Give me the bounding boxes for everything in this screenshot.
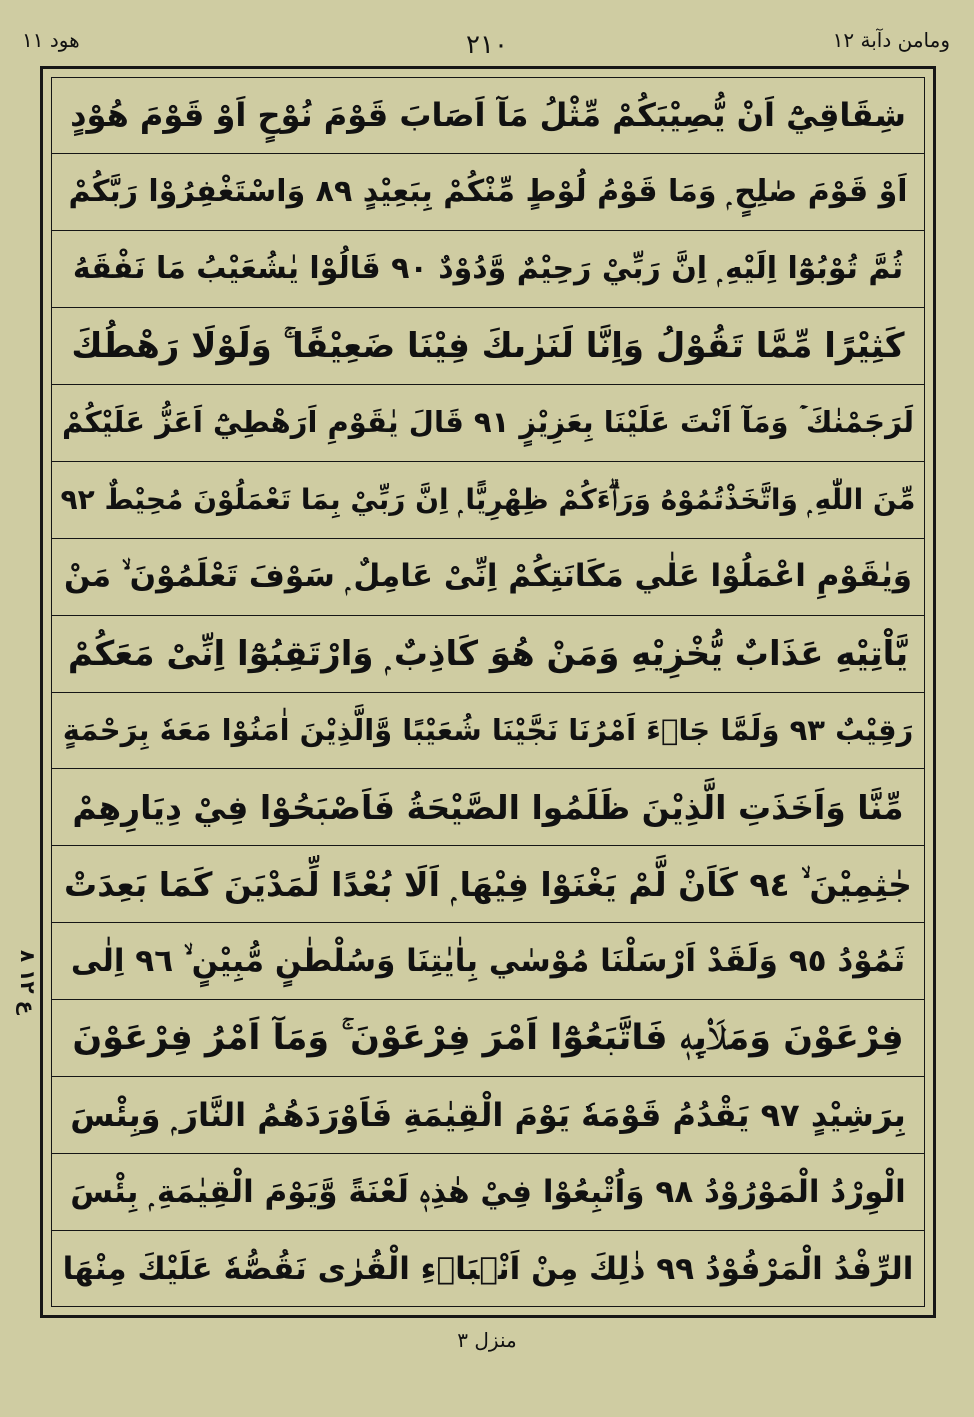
text-line-12: ثَمُوْدُ ٩٥ وَلَقَدْ اَرْسَلْنَا مُوْسٰي بِاٰيٰتِنَا وَسُلْطٰنٍ مُّبِيْنٍ ۙ ٩٦ اِلٰى: [51, 923, 925, 1000]
text-line-3: ثُمَّ تُوْبُوْٓا اِلَيْهِ ۭ اِنَّ رَبِّيْ رَحِيْمٌ وَّدُوْدٌ ٩٠ قَالُوْا يٰشُعَيْبُ مَا نَفْقَهُ: [51, 231, 925, 308]
manzil-footer: منزل ٣: [457, 1328, 517, 1352]
text-line-4: كَثِيْرًا مِّمَّا تَقُوْلُ وَاِنَّا لَنَرٰىكَ فِيْنَا ضَعِيْفًا ۚ وَلَوْلَا رَهْطُكَ: [51, 308, 925, 385]
text-line-16: الرِّفْدُ الْمَرْفُوْدُ ٩٩ ذٰلِكَ مِنْ اَنْۢبَاۗءِ الْقُرٰى نَقُصُّهٗ عَلَيْكَ مِنْهَا: [62, 1250, 914, 1287]
text-line-13: فِرْعَوْنَ وَمَلَا۟ىِٕهٖ فَاتَّبَعُوْٓا اَمْرَ فِرْعَوْنَ ۚ وَمَآ اَمْرُ فِرْعَوْنَ: [51, 1000, 925, 1077]
text-line-14: بِرَشِيْدٍ ٩٧ يَقْدُمُ قَوْمَهٗ يَوْمَ الْقِيٰمَةِ فَاَوْرَدَهُمُ النَّارَ ۭ وَبِئْسَ: [51, 1077, 925, 1154]
text-line-8: يَّاْتِيْهِ عَذَابٌ يُّخْزِيْهِ وَمَنْ هُوَ كَاذِبٌ ۭ وَارْتَقِبُوْٓا اِنِّىْ مَعَكُمْ: [51, 616, 925, 693]
text-line-1: شِقَاقِيْٓ اَنْ يُّصِيْبَكُمْ مِّثْلُ مَآ اَصَابَ قَوْمَ نُوْحٍ اَوْ قَوْمَ هُوْدٍ: [51, 77, 925, 154]
page-number: ٢١٠: [466, 30, 508, 60]
text-line-5: لَرَجَمْنٰكَ ۡ وَمَآ اَنْتَ عَلَيْنَا بِعَزِيْزٍ ٩١ قَالَ يٰقَوْمِ اَرَهْطِيْٓ اَعَزُّ عَلَيْكُمْ: [51, 385, 925, 462]
text-line-2: اَوْ قَوْمَ صٰلِحٍ ۭ وَمَا قَوْمُ لُوْطٍ مِّنْكُمْ بِبَعِيْدٍ ٨٩ وَاسْتَغْفِرُوْا رَبَّكُمْ: [51, 154, 925, 231]
header-juz-name: ومامن دآبة ١٢: [832, 28, 950, 52]
text-line-10: مِّنَّا وَاَخَذَتِ الَّذِيْنَ ظَلَمُوا الصَّيْحَةُ فَاَصْبَحُوْا فِيْ دِيَارِهِمْ: [51, 769, 925, 846]
text-line-6: مِّنَ اللّٰهِ ۭ وَاتَّخَذْتُمُوْهُ وَرَاۗءَكُمْ ظِهْرِيًّا ۭ اِنَّ رَبِّيْ بِمَا تَعْمَلُوْنَ مُحِيْطٌ ٩٢: [51, 462, 925, 539]
ruku-margin-marker: ع ١٢ ٨: [16, 950, 40, 1015]
text-line-11: جٰثِمِيْنَ ۙ ٩٤ كَاَنْ لَّمْ يَغْنَوْا فِيْهَا ۭ اَلَا بُعْدًا لِّمَدْيَنَ كَمَا بَعِدَتْ: [51, 846, 925, 923]
header-surah-name: هود ١١: [22, 28, 80, 52]
text-line-9: رَقِيْبٌ ٩٣ وَلَمَّا جَاۗءَ اَمْرُنَا نَجَّيْنَا شُعَيْبًا وَّالَّذِيْنَ اٰمَنُوْا مَعَهٗ بِرَحْمَةٍ: [51, 693, 925, 770]
text-line-15: الْوِرْدُ الْمَوْرُوْدُ ٩٨ وَاُتْبِعُوْا فِيْ هٰذِهٖ لَعْنَةً وَّيَوْمَ الْقِيٰمَةِ ۭ بِئْسَ: [51, 1154, 925, 1231]
quran-text-block: [51, 77, 925, 1307]
text-line-7: وَيٰقَوْمِ اعْمَلُوْا عَلٰي مَكَانَتِكُمْ اِنِّىْ عَامِلٌ ۭ سَوْفَ تَعْلَمُوْنَ ۙ مَنْ: [51, 539, 925, 616]
